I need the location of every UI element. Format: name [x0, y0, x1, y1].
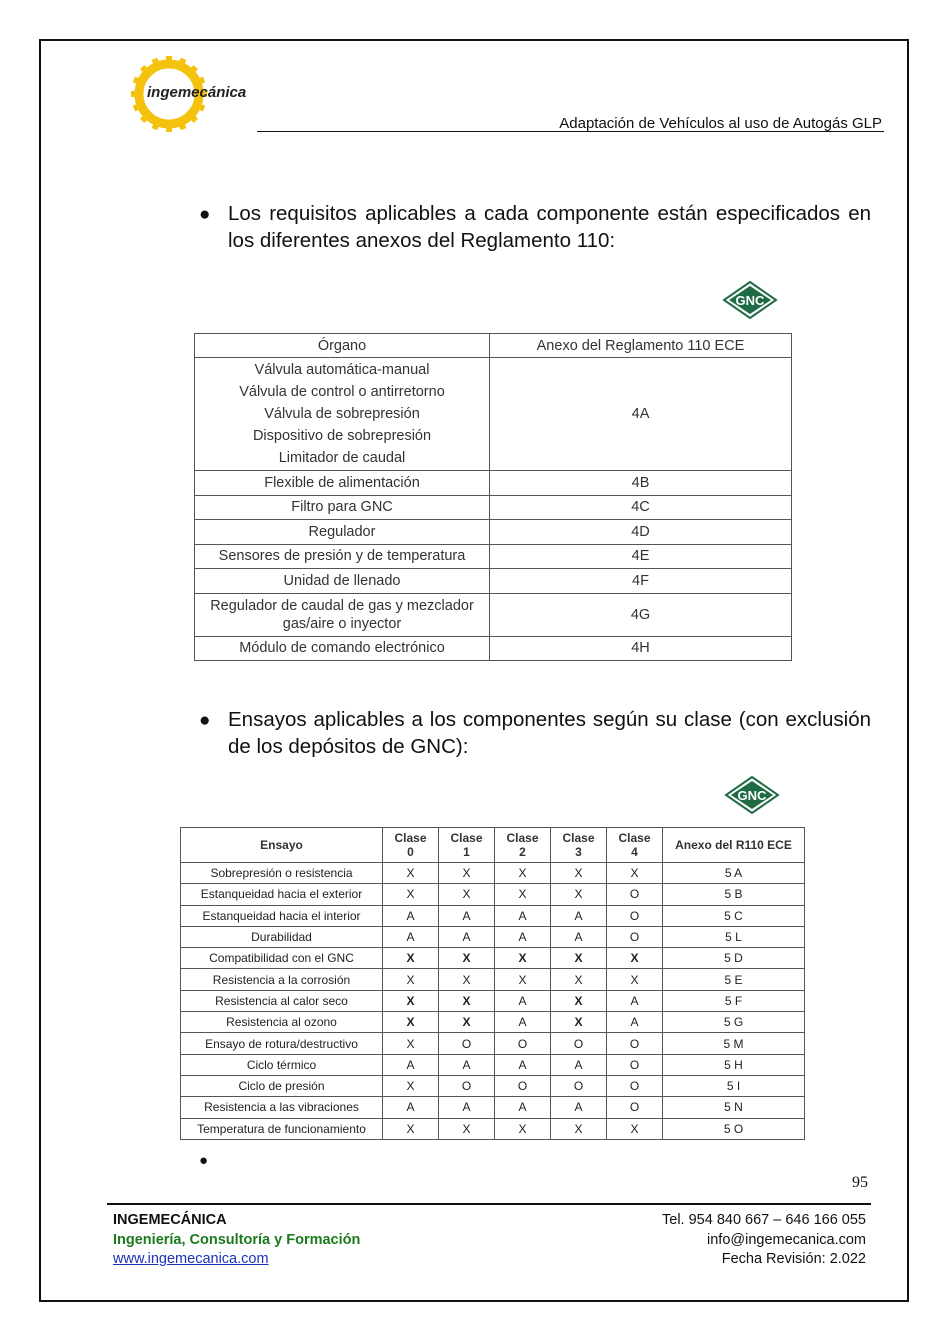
table2-header-annex: Anexo del R110 ECE: [663, 828, 805, 863]
table2-test-cell: Resistencia al ozono: [181, 1012, 383, 1033]
table2-class-cell: X: [439, 969, 495, 990]
table2-class-cell: X: [439, 884, 495, 905]
table2-class-cell: X: [607, 948, 663, 969]
table2-class-cell: X: [439, 990, 495, 1011]
table2-class-cell: X: [551, 884, 607, 905]
section2-text: Ensayos aplicables a los componentes según su clase (con exclusión de los depósitos de GNC):: [228, 708, 871, 758]
table1-group-item: Dispositivo de sobrepresión: [252, 428, 432, 444]
table1-annex-cell: 4E: [490, 544, 792, 569]
table2-row: [181, 1054, 805, 1075]
table1-annex-cell: 4G: [490, 593, 792, 636]
footer-website-link[interactable]: www.ingemecanica.com: [113, 1251, 269, 1267]
table1-group-annex: 4A: [490, 358, 792, 471]
table1-organ-cell: Flexible de alimentación: [195, 471, 490, 496]
table2-annex-cell: 5 G: [663, 1012, 805, 1033]
table2-test-cell: Resistencia a la corrosión: [181, 969, 383, 990]
table2-class-cell: O: [607, 1054, 663, 1075]
table2-annex-cell: 5 N: [663, 1097, 805, 1118]
table2-class-cell: O: [607, 1033, 663, 1054]
footer-email: info@ingemecanica.com: [707, 1231, 866, 1248]
table2-class-cell: X: [439, 1118, 495, 1139]
table2-class-cell: O: [607, 905, 663, 926]
table1-group-organs: [195, 358, 490, 471]
table2-class-cell: A: [495, 1012, 551, 1033]
table2-test-cell: Ensayo de rotura/destructivo: [181, 1033, 383, 1054]
table2-class-cell: X: [607, 863, 663, 884]
table2-annex-cell: 5 A: [663, 863, 805, 884]
table2-header-class4: Clase 4: [607, 828, 663, 863]
table2-class-cell: A: [495, 990, 551, 1011]
table2-class-cell: A: [439, 1097, 495, 1118]
table1-group-item: Válvula de control o antirretorno: [239, 384, 445, 400]
table1-annex-cell: 4D: [490, 520, 792, 545]
gnc-badge-label: GNC: [735, 293, 765, 308]
table2-row: [181, 926, 805, 947]
table2-class-cell: O: [495, 1033, 551, 1054]
table1-row: [195, 636, 792, 661]
table2-test-cell: Temperatura de funcionamiento: [181, 1118, 383, 1139]
table2-row: [181, 990, 805, 1011]
table2-annex-cell: 5 F: [663, 990, 805, 1011]
table2-class-cell: A: [439, 926, 495, 947]
table2-class-cell: A: [495, 1097, 551, 1118]
table2-class-cell: A: [383, 1054, 439, 1075]
table2-class-cell: O: [551, 1033, 607, 1054]
table2-annex-cell: 5 D: [663, 948, 805, 969]
logo-text: ingemecánica: [147, 84, 247, 101]
table2-header-class0: Clase 0: [383, 828, 439, 863]
bullet-icon: ●: [199, 1152, 209, 1169]
table2-class-cell: O: [439, 1075, 495, 1096]
table2-class-cell: A: [607, 990, 663, 1011]
table2-class-cell: A: [439, 1054, 495, 1075]
table2-test-cell: Compatibilidad con el GNC: [181, 948, 383, 969]
table2-class-cell: X: [383, 990, 439, 1011]
table2-test-cell: Estanqueidad hacia el interior: [181, 905, 383, 926]
table2-class-cell: X: [551, 1118, 607, 1139]
table2-test-cell: Durabilidad: [181, 926, 383, 947]
table2-class-cell: A: [495, 926, 551, 947]
table1-row: [195, 569, 792, 594]
table2-header-class3: Clase 3: [551, 828, 607, 863]
table2-class-cell: A: [383, 926, 439, 947]
table2-class-cell: O: [607, 1097, 663, 1118]
table2-class-cell: A: [439, 905, 495, 926]
table2-class-cell: X: [495, 948, 551, 969]
table2-class-cell: O: [551, 1075, 607, 1096]
footer-tagline: Ingeniería, Consultoría y Formación: [113, 1231, 361, 1248]
table2-class-cell: X: [439, 863, 495, 884]
table2-class-cell: X: [383, 948, 439, 969]
table2-class-cell: O: [495, 1075, 551, 1096]
table2-test-cell: Resistencia a las vibraciones: [181, 1097, 383, 1118]
table2-annex-cell: 5 M: [663, 1033, 805, 1054]
table2-class-cell: X: [495, 884, 551, 905]
table2-class-cell: X: [383, 863, 439, 884]
table1-header-organ: Órgano: [195, 334, 490, 358]
table2-class-cell: X: [439, 948, 495, 969]
header-rule: [257, 131, 884, 132]
table1-annex-cell: 4B: [490, 471, 792, 496]
table2-annex-cell: 5 E: [663, 969, 805, 990]
table2-header-test: Ensayo: [181, 828, 383, 863]
header-title: Adaptación de Vehículos al uso de Autogás GLP: [559, 115, 882, 132]
section1-text: Los requisitos aplicables a cada componente están especificados en los diferentes anexos del Reglamento 110:: [228, 202, 871, 252]
table1-organ-cell: Regulador: [195, 520, 490, 545]
table2-class-cell: X: [551, 969, 607, 990]
tests-table: [180, 827, 805, 1140]
table2-class-cell: X: [607, 969, 663, 990]
table2-row: [181, 1033, 805, 1054]
table1-annex-cell: 4C: [490, 495, 792, 520]
table2-header-class1: Clase 1: [439, 828, 495, 863]
table2-test-cell: Sobrepresión o resistencia: [181, 863, 383, 884]
table2-row: [181, 1097, 805, 1118]
table2-annex-cell: 5 C: [663, 905, 805, 926]
table1-header-annex: Anexo del Reglamento 110 ECE: [490, 334, 792, 358]
footer-company: INGEMECÁNICA: [113, 1212, 227, 1228]
table2-annex-cell: 5 I: [663, 1075, 805, 1096]
table2-row: [181, 948, 805, 969]
footer-rule: [107, 1203, 871, 1205]
table2-class-cell: X: [495, 969, 551, 990]
table1-group-item: Válvula de sobrepresión: [264, 406, 420, 422]
table2-class-cell: X: [607, 1118, 663, 1139]
table1-organ-cell: Filtro para GNC: [195, 495, 490, 520]
table2-class-cell: A: [383, 905, 439, 926]
table2-class-cell: O: [439, 1033, 495, 1054]
table2-class-cell: X: [383, 969, 439, 990]
table2-class-cell: X: [551, 863, 607, 884]
table2-test-cell: Estanqueidad hacia el exterior: [181, 884, 383, 905]
table2-class-cell: A: [607, 1012, 663, 1033]
gnc-badge-label: GNC: [737, 788, 767, 803]
table2-class-cell: A: [551, 905, 607, 926]
table2-class-cell: O: [607, 1075, 663, 1096]
table1-organ-cell: Unidad de llenado: [195, 569, 490, 594]
table2-annex-cell: 5 H: [663, 1054, 805, 1075]
table2-row: [181, 905, 805, 926]
table2-annex-cell: 5 O: [663, 1118, 805, 1139]
table2-class-cell: A: [551, 926, 607, 947]
table1-row: [195, 593, 792, 636]
table2-header-class2: Clase 2: [495, 828, 551, 863]
table2-class-cell: X: [383, 1118, 439, 1139]
table1-row: [195, 520, 792, 545]
bullet-icon: ●: [199, 710, 211, 731]
table1-row: [195, 495, 792, 520]
table2-class-cell: X: [551, 1012, 607, 1033]
table1-organ-cell: Regulador de caudal de gas y mezclador gas/aire o inyector: [195, 593, 490, 636]
table2-row: [181, 1012, 805, 1033]
table2-row: [181, 863, 805, 884]
table2-class-cell: A: [551, 1097, 607, 1118]
table2-row: [181, 1118, 805, 1139]
footer-revision: Fecha Revisión: 2.022: [721, 1251, 866, 1267]
table2-class-cell: O: [607, 926, 663, 947]
table2-class-cell: A: [383, 1097, 439, 1118]
table1-row: [195, 544, 792, 569]
table2-row: [181, 969, 805, 990]
table1-annex-cell: 4F: [490, 569, 792, 594]
table2-class-cell: A: [495, 1054, 551, 1075]
table2-class-cell: X: [551, 990, 607, 1011]
table1-group-item: Limitador de caudal: [278, 450, 406, 466]
gnc-badge-icon: [724, 776, 780, 814]
table2-test-cell: Ciclo térmico: [181, 1054, 383, 1075]
table2-class-cell: X: [495, 863, 551, 884]
table2-row: [181, 884, 805, 905]
footer-right: [662, 1211, 866, 1270]
table2-annex-cell: 5 L: [663, 926, 805, 947]
table2-class-cell: X: [383, 1012, 439, 1033]
table2-class-cell: A: [551, 1054, 607, 1075]
page-number: 95: [852, 1174, 868, 1191]
table2-test-cell: Resistencia al calor seco: [181, 990, 383, 1011]
bullet-icon: ●: [199, 204, 211, 225]
table2-class-cell: X: [383, 1075, 439, 1096]
table2-class-cell: X: [439, 1012, 495, 1033]
table2-class-cell: X: [495, 1118, 551, 1139]
table2-class-cell: X: [383, 884, 439, 905]
table2-class-cell: X: [551, 948, 607, 969]
table2-annex-cell: 5 B: [663, 884, 805, 905]
table2-class-cell: O: [607, 884, 663, 905]
table1-group-item: Válvula automática-manual: [254, 362, 430, 378]
footer-phone: Tel. 954 840 667 – 646 166 055: [662, 1212, 866, 1228]
gnc-badge-icon: [722, 281, 778, 319]
table1-annex-cell: 4H: [490, 636, 792, 661]
table2-class-cell: A: [495, 905, 551, 926]
table1-organ-cell: Sensores de presión y de temperatura: [195, 544, 490, 569]
annex-table: [194, 333, 792, 661]
table1-organ-cell: Módulo de comando electrónico: [195, 636, 490, 661]
footer-left: [113, 1211, 360, 1270]
table2-test-cell: Ciclo de presión: [181, 1075, 383, 1096]
table2-row: [181, 1075, 805, 1096]
table2-class-cell: X: [383, 1033, 439, 1054]
table1-row: [195, 471, 792, 496]
